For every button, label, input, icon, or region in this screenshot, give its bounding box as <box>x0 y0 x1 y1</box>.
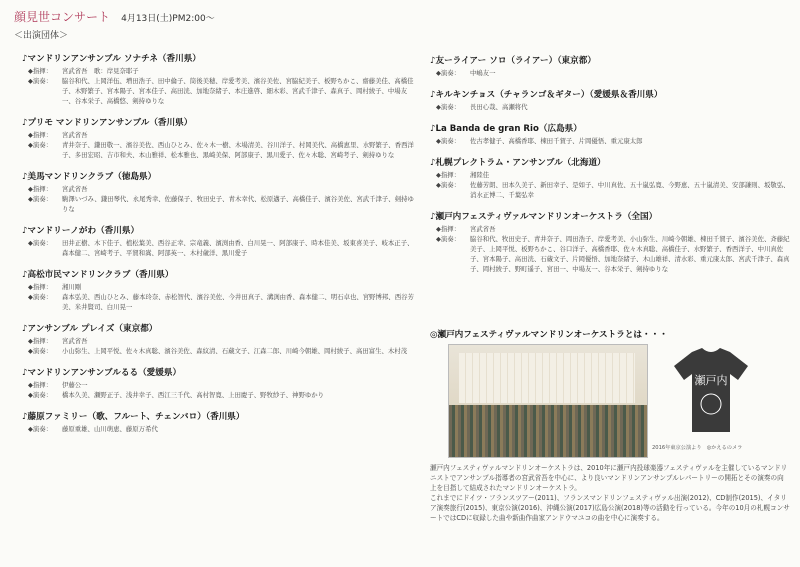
member-row <box>22 238 417 258</box>
member-row <box>22 380 417 390</box>
member-names: 宮武省吾 <box>470 225 496 233</box>
member-row <box>430 234 790 274</box>
role-label: ◆演奏： <box>28 293 53 301</box>
performer-group <box>430 122 790 146</box>
member-names: 森本弘美、西山ひとみ、藤本玲奈、赤松智代、濱谷美佐、今井田真子、溝渕由香、森本健二、明石卓也、宮野博邦、西谷芳美、米井賢司、白川晃一 <box>62 293 414 311</box>
member-names: 小山弥生、上岡平悦、佐々木真聡、濱谷美佐、森紋清、石蔵文子、江森二郎、川崎今朝雄、岡村綾子、高田富生、木村茂 <box>62 347 408 355</box>
role-label: ◆演奏： <box>436 103 461 111</box>
role-label: ◆指揮： <box>28 131 53 139</box>
group-title: ♪マンドリンアンサンブルるる（愛媛県） <box>22 368 182 378</box>
member-names: 伊藤公一 <box>62 381 88 389</box>
performer-group <box>22 52 417 106</box>
role-label: ◆演奏： <box>436 181 461 189</box>
group-title: ♪マンドリンアンサンブル ソナチネ（香川県） <box>22 54 201 64</box>
role-label: ◆指揮： <box>436 171 461 179</box>
performer-group <box>22 268 417 312</box>
member-row <box>22 346 417 356</box>
member-names: 佐藤芳朗、田本久美子、新田幸子、是如子、中川真佐、五十嵐弘寛、今野恵、五十嵐清美、安部謙則、坂敬弘、消水正博二、千葉弘幸 <box>470 181 790 199</box>
member-names: 藤原重雄、山川萌恵、藤原万希代 <box>62 425 158 433</box>
member-row <box>22 66 417 76</box>
role-label: ◆指揮： <box>28 283 53 291</box>
member-names: 宮武省吾 <box>62 131 88 139</box>
concert-date: 4月13日(土)PM2:00～ <box>121 14 215 24</box>
performer-group <box>22 366 417 400</box>
member-names: 中嶋友一 <box>470 69 496 77</box>
left-column <box>22 52 417 444</box>
member-row <box>22 130 417 140</box>
intro-text <box>430 463 790 523</box>
concert-photo <box>448 344 648 458</box>
member-names: 田井正樹、木下佳子、植松葉美、西谷正幸、宗竜義、濱渕由香、白川晃一、阿部康子、時本佳美、坂東喜美子、岐本正子、森本健二、宮崎考子、平賀和嵩、阿部英一、木村歳洋、黒川愛子 <box>62 239 414 257</box>
performer-group <box>430 54 790 78</box>
role-label: ◆演奏： <box>28 239 53 247</box>
role-label: ◆指揮： <box>436 225 461 233</box>
group-title: ♪美馬マンドリンクラブ（徳島県） <box>22 172 157 182</box>
member-row <box>22 76 417 106</box>
role-label: ◆演奏： <box>28 195 53 203</box>
role-label: ◆演奏： <box>436 137 461 145</box>
member-row <box>430 180 790 200</box>
group-title: ♪瀬戸内フェスティヴァルマンドリンオーケストラ（全国） <box>430 212 658 222</box>
member-row <box>430 170 790 180</box>
intro-paragraph-1: 瀬戸内フェスティヴァルマンドリンオーケストラは、2010年に瀬戸内投球楽器フェスティヴァルを主催しているマンドリニストでアンサンブル指導者の宮武省吾を中心に、より良いマンドリンアンサンブルレパートリーの開拓とその演奏の向上を目指して結成されたマンドリンオーケストラ。 <box>430 464 788 492</box>
role-label: ◆演奏： <box>436 69 461 77</box>
performer-group <box>430 88 790 112</box>
orchestra-intro <box>430 328 790 522</box>
member-row <box>22 282 417 292</box>
intro-title: ◎瀬戸内フェスティヴァルマンドリンオーケストラとは・・・ <box>430 330 668 340</box>
member-names: 駒澤いづみ、鎌田琴代、永尾秀幸、佐藤保子、牧田史子、青木幸代、松原邁子、高橋佳子、濱谷美佐、宮武千津子、剣持ゆりな <box>62 195 414 213</box>
member-names: 宮武省吾 歌：岸見奈耶子 <box>62 67 139 75</box>
performer-group <box>22 116 417 160</box>
group-title: ♪アンサンブル プレイズ（東京都） <box>22 324 158 334</box>
page-title: 顔見世コンサート <box>14 10 111 24</box>
performer-group <box>22 410 417 434</box>
member-names: 橋本久美、瀬野正子、浅井幸子、西江三千代、高村智寛、上田慶子、野牧紗子、神野ゆかり <box>62 391 325 399</box>
member-row <box>22 336 417 346</box>
group-title: ♪高松市民マンドリンクラブ（香川県） <box>22 270 174 280</box>
member-row <box>430 68 790 78</box>
member-row <box>22 140 417 160</box>
member-names: 長田心哉、高瀬将代 <box>470 103 528 111</box>
section-heading: ＜出演団体＞ <box>14 31 69 41</box>
group-title: ♪プリモ マンドリンアンサンブル（香川県） <box>22 118 193 128</box>
group-title: ♪友ーライアー ソロ（ライアー）（東京都） <box>430 56 596 66</box>
member-names: 宮武省吾 <box>62 185 88 193</box>
role-label: ◆演奏： <box>28 391 53 399</box>
performer-group <box>430 156 790 200</box>
role-label: ◆指揮： <box>28 67 53 75</box>
shirt-text: 瀬戸内 <box>694 374 728 387</box>
member-row <box>22 194 417 214</box>
member-names: 脇谷和代、上岡洋伍、増田浩子、田中倫子、筒後美穂、岸愛考美、濱谷美佐、宮脇紀美子、板野ちかこ、齋藤美佳、高橋佳子、木野繁子、宮本陽子、宮本佳子、高田洸、加地奈緒子、本庄進啓、細木彩、宮武千津子、森真子、岡村綾子、中場友一、谷本栄子、高橋悠、剣持ゆりな <box>62 77 414 105</box>
member-names: 脇谷和代、牧田史子、青井奈子、岡田浩子、岸愛考美、小山弥生、川崎今朝雄、棟田千賀子、濱谷美佐、斉藤紀美子、上岡平悦、板野ちかこ、谷口洋子、高橋香耶、佐々木真聡、高橋佳子、水野繁子、香西洋子、中川真佐子、宮本陽子、高田洸、石蔵文子、片岡優悟、加地奈緒子、木山雄祥、清水彩、重元康太郎、宮武千津子、森真子、岡村綾子、野町遥子、宮田一、中場友一、谷本栄子、剣持ゆりな <box>470 235 790 273</box>
member-names: 宮武省吾 <box>62 337 88 345</box>
role-label: ◆演奏： <box>28 141 53 149</box>
photo-caption: 2016年東京公演より ◎かえるのメラ <box>652 445 743 451</box>
right-column <box>430 54 790 284</box>
intro-paragraph-2: これまでにドイツ・フランスツアー(2011)、フランスマンドリンフェスティヴァル出演(2012)、CD制作(2015)、イタリア演奏旅行(2015)、東京公演(2016)、沖縄公演(2017)広島公演(2018)等の活動を行っている。今年の10月の札幌コンサートではCDに収録した曲や新曲作曲家アンドウマユコの曲を中心に演奏する。 <box>430 494 790 522</box>
member-row <box>22 424 417 434</box>
role-label: ◆演奏： <box>28 77 53 85</box>
member-row <box>430 136 790 146</box>
header <box>14 6 574 41</box>
member-names: 湘陸佳 <box>470 171 490 179</box>
role-label: ◆演奏： <box>28 347 53 355</box>
performer-group <box>22 224 417 258</box>
member-names: 湘川剛 <box>62 283 82 291</box>
performer-group <box>430 210 790 274</box>
group-title: ♪キルキンチョス（チャランゴ＆ギター）（愛媛県＆香川県） <box>430 90 663 100</box>
member-row <box>22 390 417 400</box>
orchestra-players <box>449 405 647 457</box>
group-title: ♪藤原ファミリー（歌、フルート、チェンバロ）（香川県） <box>22 412 245 422</box>
role-label: ◆指揮： <box>28 185 53 193</box>
group-title: ♪マンドリーノがわ（香川県） <box>22 226 140 236</box>
group-title: ♪La Banda de gran Rio（広島県） <box>430 124 582 134</box>
member-row <box>430 102 790 112</box>
tshirt-logo-image <box>672 348 750 434</box>
role-label: ◆指揮： <box>28 381 53 389</box>
stage-backdrop <box>459 353 635 403</box>
member-row <box>22 184 417 194</box>
role-label: ◆演奏： <box>28 425 53 433</box>
role-label: ◆演奏： <box>436 235 461 243</box>
member-names: 佐古孝健子、高橋香耶、棟田千賀子、片岡優悟、重元康太郎 <box>470 137 643 145</box>
group-title: ♪札幌プレクトラム・アンサンブル（北海道） <box>430 158 606 168</box>
member-row <box>430 224 790 234</box>
role-label: ◆指揮： <box>28 337 53 345</box>
performer-group <box>22 170 417 214</box>
performer-group <box>22 322 417 356</box>
member-names: 青井奈子、鎌田敬一、濱谷美佐、西山ひとみ、佐々木一樹、木場清美、谷川洋子、村岡美代、高橋恵里、水野繁子、香西洋子、多田宏昭、吉市和夫、本山雅祥、松本雅也、黒崎美保、阿部康子、黒川愛子、佐々木聡、宮崎考子、剣持ゆりな <box>62 141 414 159</box>
member-row <box>22 292 417 312</box>
